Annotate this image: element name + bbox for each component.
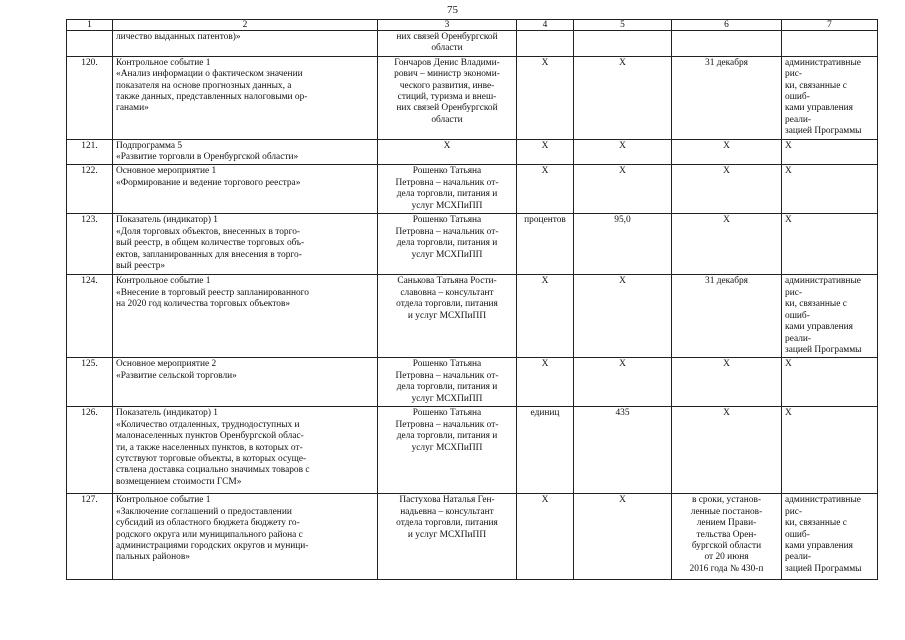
responsible-person [378,358,517,407]
event-name [113,214,378,275]
column-number: 7 [782,20,878,31]
event-name-line: вый реестр, в общем количестве торговых объ- [116,238,305,249]
responsible-person-line: Петровна – начальник от- [395,226,499,237]
unit-of-measure: процентов [517,214,574,275]
event-name-line: «Количество отдаленных, труднодоступных и [116,419,300,430]
event-name-line: «Заключение соглашений о предоставлении [116,506,292,517]
event-name-line: показателя на основе прогнозных данных, а [116,80,292,91]
row-number: 120. [67,56,113,139]
risk-description [782,31,878,57]
responsible-person [378,56,517,139]
unit-of-measure: Х [517,165,574,214]
deadline-line: Х [723,215,730,226]
row-number: 125. [67,358,113,407]
event-name-line: личество выданных патентов)» [116,32,241,42]
target-value: Х [574,139,672,165]
responsible-person [378,31,517,57]
unit-of-measure: Х [517,275,574,358]
deadline [672,214,782,275]
deadline [672,407,782,494]
event-name-line: «Анализ информации о фактическом значении [116,69,303,80]
target-value: 435 [574,407,672,494]
unit-of-measure: единиц [517,407,574,494]
risk-description-line: Х [785,408,792,419]
deadline-line: Х [723,408,730,419]
column-number: 5 [574,20,672,31]
row-number: 124. [67,275,113,358]
program-events-table [66,19,878,580]
responsible-person-line: услуг МСХПиПП [411,393,483,404]
responsible-person-line: области [431,114,463,125]
event-name-line: администрациями городских округов и муници- [116,540,309,551]
risk-description-line: Х [785,140,792,151]
event-name-line: родского округа или муниципального района с [116,529,303,540]
risk-description [782,165,878,214]
risk-description-line: ками управления реали- [785,540,853,563]
responsible-person-line: них связей Оренбургской [396,32,498,42]
responsible-person-line: Рошенко Татьяна [412,408,482,419]
risk-description-line: Х [785,359,792,370]
responsible-person-line: области [431,43,463,54]
deadline-line: в сроки, установ- [691,495,762,506]
event-name [113,494,378,580]
table-row [67,56,878,139]
row-number: 127. [67,494,113,580]
event-name-line: малонаселенных пунктов Оренбургской облас- [116,431,304,442]
risk-description-line: зацией Программы [785,126,862,137]
risk-description-line: ки, связанные с ошиб- [785,80,847,103]
deadline-line: бургской области [691,540,762,551]
table-row [67,275,878,358]
deadline [672,358,782,407]
event-name-line: «Развитие торговли в Оренбургской области» [116,152,299,163]
deadline [672,165,782,214]
table-row [67,214,878,275]
event-name [113,275,378,358]
risk-description [782,407,878,494]
responsible-person-line: Пастухова Наталья Ген- [399,495,495,506]
responsible-person-line: них связей Оренбургской [396,103,498,114]
table-row [67,407,878,494]
deadline-line: лением Прави- [696,518,757,529]
responsible-person-line: славовна – консультант [400,287,494,298]
event-name-line: возмещением стоимости ГСМ» [116,476,242,487]
event-name-line: пальных районов» [116,552,190,563]
deadline-line: 31 декабря [705,276,748,287]
event-name-line: ганами» [116,103,149,114]
responsible-person [378,494,517,580]
event-name-line: ектов, запланированных для внесения в торго- [116,249,302,260]
event-name-line: Показатель (индикатор) 1 [116,215,218,226]
event-name-line: Подпрограмма 5 [116,140,183,151]
deadline-line: тельства Орен- [696,529,757,540]
table-row [67,139,878,165]
event-name [113,407,378,494]
row-number: 121. [67,139,113,165]
responsible-person-line: Рошенко Татьяна [412,215,482,226]
event-name [113,139,378,165]
responsible-person-line: Петровна – начальник от- [395,370,499,381]
risk-description-line: зацией Программы [785,344,862,355]
event-name [113,56,378,139]
responsible-person-line: услуг МСХПиПП [411,200,483,211]
row-number: 123. [67,214,113,275]
event-name-line: на 2020 год количества торговых объектов» [116,299,291,310]
risk-description-line: Х [785,215,792,226]
deadline [672,275,782,358]
event-name-line: ти, а также населенных пунктов, в которых от- [116,442,303,453]
risk-description-line: ки, связанные с ошиб- [785,518,847,540]
risk-description [782,139,878,165]
risk-description-line: административные рис- [785,495,861,517]
deadline-line: Х [723,166,730,177]
target-value: Х [574,56,672,139]
target-value [574,31,672,57]
table-row [67,494,878,580]
target-value: Х [574,494,672,580]
responsible-person [378,275,517,358]
event-name-line: Основное мероприятие 1 [116,166,217,177]
risk-description [782,358,878,407]
risk-description [782,214,878,275]
column-number: 2 [113,20,378,31]
event-name-line: ствлена доставка социально значимых товаров с [116,465,310,476]
responsible-person-line: и услуг МСХПиПП [407,310,487,321]
responsible-person-line: Санькова Татьяна Рости- [397,276,497,287]
column-number: 6 [672,20,782,31]
responsible-person-line: дела торговли, питания и [396,431,498,442]
event-name-line: также данных, представленных налоговыми ор- [116,92,308,103]
responsible-person-line: услуг МСХПиПП [411,442,483,453]
event-name-line: «Внесение в торговый реестр запланированного [116,287,309,298]
deadline [672,31,782,57]
responsible-person [378,407,517,494]
deadline [672,56,782,139]
risk-description-line: административные рис- [785,57,861,80]
target-value: Х [574,165,672,214]
responsible-person-line: дела торговли, питания и [396,382,498,393]
unit-of-measure [517,31,574,57]
responsible-person-line: отдела торговли, питания [396,299,498,310]
responsible-person-line: стиций, туризма и внеш- [397,92,497,103]
page-number: 75 [447,4,458,16]
column-number-row [67,20,878,31]
column-number: 1 [67,20,113,31]
event-name-line: Показатель (индикатор) 1 [116,408,218,419]
responsible-person-line: Рошенко Татьяна [412,359,482,370]
deadline-line: от 20 июня [704,552,749,563]
responsible-person-line: надьевна – консультант [400,506,494,517]
table-row [67,165,878,214]
responsible-person-line: отдела торговли, питания [396,518,498,529]
risk-description-line: ками управления реали- [785,322,853,344]
responsible-person-line: дела торговли, питания и [396,189,498,200]
responsible-person-line: Рошенко Татьяна [412,166,482,177]
deadline [672,139,782,165]
row-number [67,31,113,57]
deadline-line: Х [723,140,730,151]
responsible-person [378,165,517,214]
event-name [113,165,378,214]
row-number: 126. [67,407,113,494]
event-name-line: «Доля торговых объектов, внесенных в торго- [116,226,301,237]
table-body [67,20,878,580]
responsible-person-line: Петровна – начальник от- [395,177,499,188]
unit-of-measure: Х [517,139,574,165]
unit-of-measure: Х [517,358,574,407]
event-name-line: Контрольное событие 1 [116,495,211,506]
risk-description-line: ки, связанные с ошиб- [785,299,847,321]
responsible-person-line: Гончаров Денис Владими- [394,57,500,68]
row-number: 122. [67,165,113,214]
risk-description-line: ками управления реали- [785,103,853,125]
responsible-person [378,214,517,275]
deadline-line: ленные постанов- [690,506,763,517]
risk-description [782,56,878,139]
responsible-person-line: рович – министр экономи- [394,69,500,80]
responsible-person-line: и услуг МСХПиПП [407,529,487,540]
table-row [67,358,878,407]
risk-description-line: Х [785,166,792,177]
unit-of-measure: Х [517,56,574,139]
target-value: 95,0 [574,214,672,275]
risk-description-line: зацией Программы [785,563,862,574]
risk-description [782,275,878,358]
event-name-line: «Формирование и ведение торгового реестра» [116,177,301,188]
event-name-line: сутствуют торговые объекты, в которых осуще- [116,453,307,464]
event-name-line: Основное мероприятие 2 [116,359,217,370]
responsible-person [378,139,517,165]
deadline-line: 2016 года № 430-п [689,563,764,574]
event-name [113,31,378,57]
unit-of-measure: Х [517,494,574,580]
risk-description-line: административные рис- [785,276,861,298]
deadline-line: 31 декабря [705,57,748,68]
deadline-line: Х [723,359,730,370]
target-value: Х [574,358,672,407]
event-name [113,358,378,407]
responsible-person-line: дела торговли, питания и [396,238,498,249]
event-name-line: вый реестр» [116,261,166,272]
event-name-line: Контрольное событие 1 [116,276,211,287]
responsible-person-line: Х [443,140,451,151]
event-name-line: Контрольное событие 1 [116,57,211,68]
deadline [672,494,782,580]
column-number: 3 [378,20,517,31]
target-value: Х [574,275,672,358]
event-name-line: субсидий из областного бюджета бюджету го- [116,518,300,529]
event-name-line: «Развитие сельской торговли» [116,370,237,381]
column-number: 4 [517,20,574,31]
table-row [67,31,878,57]
responsible-person-line: Петровна – начальник от- [395,419,499,430]
responsible-person-line: услуг МСХПиПП [411,249,483,260]
risk-description [782,494,878,580]
responsible-person-line: ческого развития, инве- [399,80,495,91]
